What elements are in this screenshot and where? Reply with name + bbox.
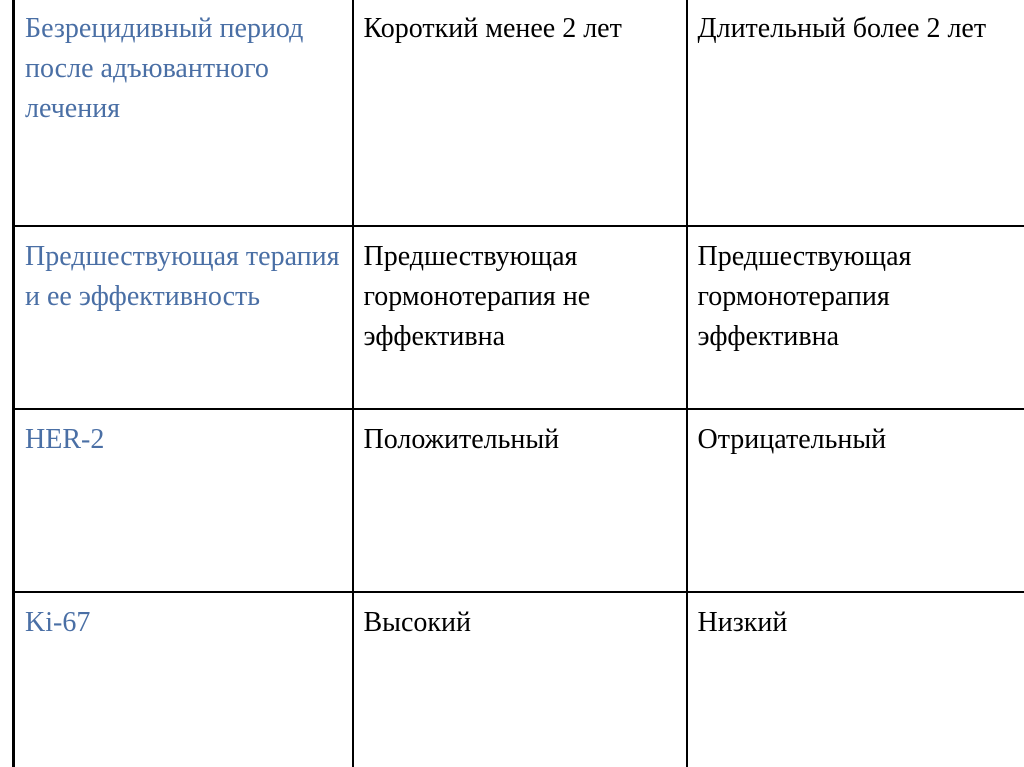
ki67-low-cell: Низкий — [687, 592, 1024, 767]
table-row — [14, 409, 1024, 592]
short-period-cell: Короткий менее 2 лет — [353, 0, 687, 226]
row-label-cell: Безрецидивный период после адъювантного лечения — [14, 0, 353, 226]
row-label-cell: HER-2 — [14, 409, 353, 592]
row-label-cell: Предшествующая терапия и ее эффективность — [14, 226, 353, 409]
table-row — [14, 226, 1024, 409]
row-label-cell: Ki-67 — [14, 592, 353, 767]
therapy-not-effective-cell: Предшествующая гормонотерапия не эффективна — [353, 226, 687, 409]
ki67-high-cell: Высокий — [353, 592, 687, 767]
table-row — [14, 592, 1024, 767]
her2-negative-cell: Отрицательный — [687, 409, 1024, 592]
therapy-effective-cell: Предшествующая гормонотерапия эффективна — [687, 226, 1024, 409]
her2-positive-cell: Положительный — [353, 409, 687, 592]
table-row — [14, 0, 1024, 226]
long-period-cell: Длительный более 2 лет — [687, 0, 1024, 226]
comparison-table — [12, 0, 1024, 767]
